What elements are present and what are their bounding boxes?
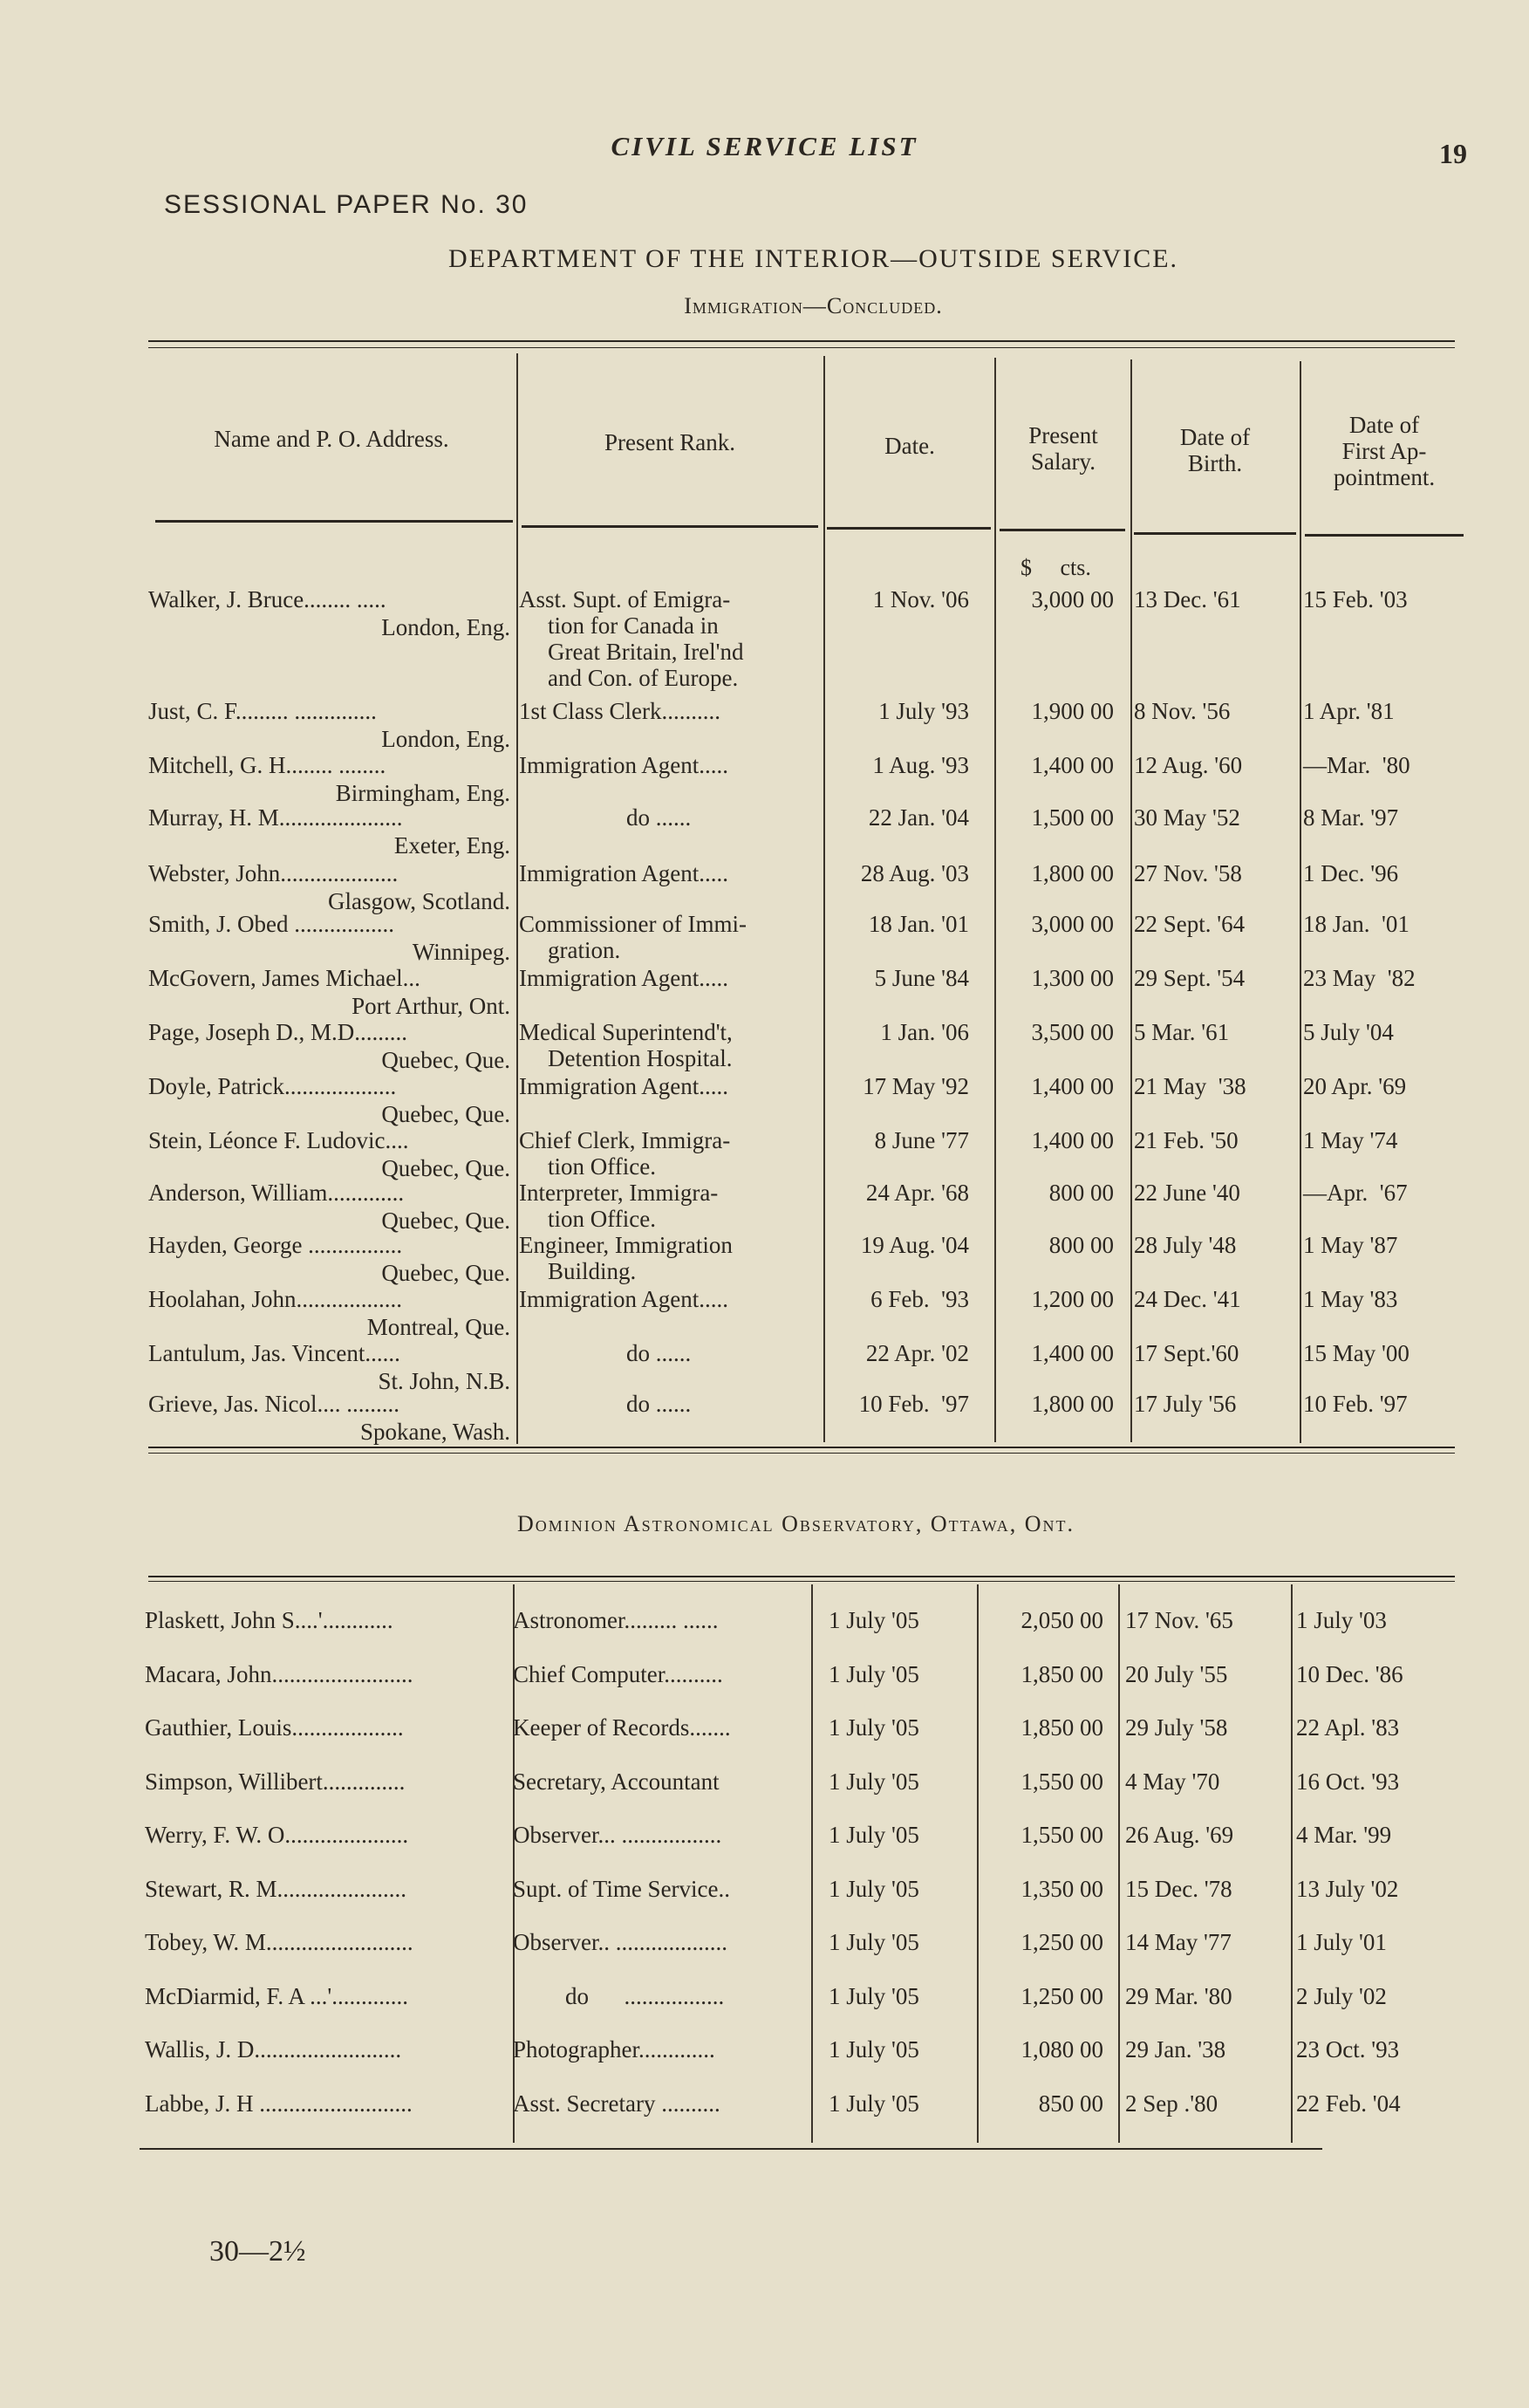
rank-date: 1 Nov. '06 [872,586,969,612]
employee-name: Simpson, Willibert.............. [145,1768,406,1795]
employee-address: Montreal, Que. [366,1314,510,1340]
observatory-top-rule-thin [148,1581,1455,1582]
present-rank: Great Britain, Irel'nd [548,639,744,665]
date-first-appointment: 15 Feb. '03 [1303,586,1408,612]
employee-address: Quebec, Que. [381,1207,510,1234]
date-first-appointment: 10 Dec. '86 [1296,1660,1403,1687]
date-first-appointment: 15 May '00 [1303,1340,1410,1366]
employee-name: Werry, F. W. O..................... [145,1822,409,1848]
rank-date: 1 July '05 [829,1822,919,1848]
date-of-birth: 22 Sept. '64 [1134,911,1246,937]
present-salary: 1,250 00 [1020,1982,1103,2009]
column-divider [1130,359,1132,1442]
table-row [0,1929,1529,1959]
rank-date: 1 July '05 [829,2090,919,2117]
present-rank: Immigration Agent..... [519,965,728,991]
date-first-appointment: —Apr. '67 [1303,1180,1408,1206]
rank-date: 10 Feb. '97 [858,1391,969,1417]
header-underline-birth [1134,532,1296,535]
first-header-line: First Ap- [1341,438,1427,464]
date-of-birth: 4 May '70 [1125,1768,1220,1795]
present-rank: gration. [548,937,621,963]
table-row [0,804,1529,859]
date-of-birth: 17 Sept.'60 [1134,1340,1239,1366]
rank-date: 1 July '05 [829,2036,919,2063]
present-salary: 1,550 00 [1020,1768,1103,1795]
date-of-birth: 29 July '58 [1125,1714,1228,1741]
present-salary: 1,080 00 [1020,2036,1103,2063]
column-divider [516,353,518,1444]
present-salary: 1,400 00 [1031,1127,1114,1153]
date-of-birth: 26 Aug. '69 [1125,1822,1234,1848]
table-row [0,1127,1529,1181]
date-first-appointment: 1 May '74 [1303,1127,1398,1153]
rank-date: 1 July '05 [829,1607,919,1633]
rank-date: 1 July '05 [829,1768,919,1795]
date-first-appointment: 1 May '87 [1303,1232,1398,1258]
sessional-paper: SESSIONAL PAPER No. 30 [164,190,529,219]
birth-header-line: Date of [1179,424,1251,450]
employee-name: Macara, John........................ [145,1660,413,1687]
present-salary: 1,900 00 [1031,698,1114,724]
employee-address: Quebec, Que. [381,1260,510,1286]
rank-date: 1 July '05 [829,1929,919,1955]
date-of-birth: 8 Nov. '56 [1134,698,1231,724]
employee-address: Port Arthur, Ont. [352,993,510,1019]
salary-header-line: Present [1028,422,1098,448]
present-rank: Medical Superintend't, [519,1019,733,1045]
section-observatory-title: Dominion Astronomical Observatory, Ottawa, Ont. [517,1511,1075,1536]
column-divider [994,358,996,1442]
rank-date: 1 Aug. '93 [872,752,969,778]
date-of-birth: 14 May '77 [1125,1929,1232,1955]
date-of-birth: 30 May '52 [1134,804,1240,831]
salary-header-line: Salary. [1031,448,1096,475]
present-salary: 1,400 00 [1031,1073,1114,1099]
table-row [0,2036,1529,2066]
present-salary: 1,350 00 [1020,1875,1103,1902]
rank-date: 1 July '05 [829,1982,919,2009]
present-salary: 3,500 00 [1031,1019,1114,1045]
observatory-top-rule [148,1576,1455,1577]
running-head: CIVIL SERVICE LIST [611,131,918,161]
employee-address: London, Eng. [381,614,510,640]
date-first-appointment: 13 July '02 [1296,1875,1399,1902]
column-divider [1300,361,1301,1443]
header-underline-first [1305,534,1464,537]
date-of-birth: 29 Mar. '80 [1125,1982,1232,2009]
date-first-appointment: —Mar. '80 [1303,752,1410,778]
present-salary: 1,850 00 [1020,1714,1103,1741]
table-row [0,1768,1529,1798]
column-divider [823,356,825,1442]
present-rank: tion Office. [548,1206,656,1232]
present-rank: Chief Computer.......... [513,1660,723,1687]
present-salary: 800 00 [1048,1232,1114,1258]
employee-name: McGovern, James Michael... [148,965,420,991]
header-underline-salary [1000,529,1125,531]
date-first-appointment: 2 July '02 [1296,1982,1387,2009]
page-number: 19 [1439,138,1467,169]
rank-date: 1 Jan. '06 [880,1019,969,1045]
present-salary: 1,500 00 [1031,804,1114,831]
employee-name: Wallis, J. D......................... [145,2036,402,2063]
present-rank: 1st Class Clerk.......... [519,698,721,724]
employee-address: Exeter, Eng. [393,832,510,859]
present-rank: do ...... [626,1391,692,1417]
rank-date: 22 Jan. '04 [868,804,969,831]
column-header-first-appointment [1303,412,1465,490]
first-header-line: pointment. [1333,464,1436,490]
present-rank: Asst. Secretary .......... [513,2090,720,2117]
present-salary: 1,250 00 [1020,1929,1103,1955]
present-rank: Observer... ................. [513,1822,722,1848]
rank-date: 28 Aug. '03 [860,860,969,886]
first-header-line: Date of [1348,412,1420,438]
table-row [0,1232,1529,1286]
present-rank: do ...... [626,1340,692,1366]
present-salary: 1,300 00 [1031,965,1114,991]
employee-name: Lantulum, Jas. Vincent...... [148,1340,400,1366]
employee-name: Doyle, Patrick................... [148,1073,397,1099]
rank-date: 22 Apr. '02 [865,1340,969,1366]
currency-label: $ cts. [1020,555,1091,580]
column-header-birth [1132,424,1298,476]
present-salary: 1,200 00 [1031,1286,1114,1312]
present-rank: Asst. Supt. of Emigra- [519,586,731,612]
date-first-appointment: 22 Feb. '04 [1296,2090,1401,2117]
date-first-appointment: 16 Oct. '93 [1296,1768,1400,1795]
table-row [0,1019,1529,1073]
table-row [0,1180,1529,1234]
date-first-appointment: 22 Apl. '83 [1296,1714,1400,1741]
table-row [0,1073,1529,1127]
table-row [0,752,1529,806]
date-first-appointment: 20 Apr. '69 [1303,1073,1407,1099]
present-salary: 800 00 [1048,1180,1114,1206]
table-row [0,1286,1529,1340]
present-rank: Astronomer......... ...... [513,1607,719,1633]
column-header-date: Date. [884,433,935,459]
header-underline-name [155,520,513,523]
date-of-birth: 17 July '56 [1134,1391,1237,1417]
employee-name: Murray, H. M..................... [148,804,403,831]
signature-mark: 30—2½ [209,2235,306,2268]
rank-date: 6 Feb. '93 [870,1286,969,1312]
employee-address: Birmingham, Eng. [335,780,510,806]
date-of-birth: 21 Feb. '50 [1134,1127,1239,1153]
rank-date: 8 June '77 [874,1127,969,1153]
date-of-birth: 28 July '48 [1134,1232,1237,1258]
table-row [0,1391,1529,1445]
present-rank: tion Office. [548,1153,656,1180]
employee-address: Glasgow, Scotland. [328,888,510,914]
rank-date: 24 Apr. '68 [865,1180,969,1206]
table-top-rule-thin [148,347,1455,348]
header-underline-date [827,527,991,530]
employee-address: Winnipeg. [412,939,510,965]
table-row [0,2090,1529,2120]
table-row [0,1661,1529,1691]
rank-date: 1 July '05 [829,1714,919,1741]
date-first-appointment: 1 May '83 [1303,1286,1398,1312]
birth-header-line: Birth. [1187,450,1243,476]
date-first-appointment: 4 Mar. '99 [1296,1822,1392,1848]
date-of-birth: 22 June '40 [1134,1180,1240,1206]
table-top-rule [148,340,1455,342]
rank-date: 19 Aug. '04 [860,1232,969,1258]
present-rank: Immigration Agent..... [519,1073,728,1099]
present-rank: Keeper of Records....... [513,1714,731,1741]
table-row [0,586,1529,691]
employee-name: McDiarmid, F. A ...'............. [145,1982,408,2009]
employee-name: Page, Joseph D., M.D......... [148,1019,407,1045]
present-rank: and Con. of Europe. [548,665,739,691]
present-salary: 850 00 [1038,2090,1103,2117]
table-row [0,1822,1529,1851]
date-first-appointment: 18 Jan. '01 [1303,911,1410,937]
date-first-appointment: 1 July '03 [1296,1607,1387,1633]
employee-name: Tobey, W. M......................... [145,1929,413,1955]
present-salary: 1,400 00 [1031,1340,1114,1366]
employee-name: Plaskett, John S....'............ [145,1607,393,1633]
date-of-birth: 17 Nov. '65 [1125,1607,1233,1633]
employee-address: Spokane, Wash. [359,1419,510,1445]
present-rank: Detention Hospital. [548,1045,733,1071]
table-row [0,1876,1529,1905]
rank-date: 5 June '84 [874,965,969,991]
present-salary: 2,050 00 [1020,1607,1103,1633]
table-row [0,965,1529,1019]
rank-date: 1 July '05 [829,1660,919,1687]
present-salary: 1,400 00 [1031,752,1114,778]
observatory-bottom-rule [140,2148,1322,2150]
present-rank: Immigration Agent..... [519,752,728,778]
rank-date: 18 Jan. '01 [868,911,969,937]
present-rank: Immigration Agent..... [519,1286,728,1312]
employee-address: Quebec, Que. [381,1155,510,1181]
date-first-appointment: 1 Apr. '81 [1303,698,1395,724]
table-row [0,860,1529,914]
employee-name: Hayden, George ................ [148,1232,403,1258]
employee-name: Anderson, William............. [148,1180,405,1206]
employee-name: Smith, J. Obed ................. [148,911,395,937]
column-header-salary [998,422,1129,475]
employee-address: St. John, N.B. [378,1368,510,1394]
employee-address: Quebec, Que. [381,1047,510,1073]
present-rank: Interpreter, Immigra- [519,1180,719,1206]
employee-name: Stewart, R. M...................... [145,1875,406,1902]
present-rank: Engineer, Immigration [519,1232,733,1258]
employee-name: Hoolahan, John.................. [148,1286,402,1312]
present-rank: Photographer............. [513,2036,715,2063]
present-rank: Commissioner of Immi- [519,911,747,937]
date-of-birth: 27 Nov. '58 [1134,860,1242,886]
table-row [0,1607,1529,1637]
employee-name: Gauthier, Louis................... [145,1714,404,1741]
date-of-birth: 5 Mar. '61 [1134,1019,1230,1045]
present-rank: do ...... [626,804,692,831]
employee-address: London, Eng. [381,726,510,752]
rank-date: 17 May '92 [863,1073,969,1099]
employee-name: Grieve, Jas. Nicol.... ......... [148,1391,399,1417]
table-row [0,911,1529,965]
date-first-appointment: 10 Feb. '97 [1303,1391,1408,1417]
employee-name: Just, C. F......... .............. [148,698,377,724]
table-row [0,698,1529,752]
present-salary: 3,000 00 [1031,586,1114,612]
section-immigration-title: Immigration—Concluded. [684,293,943,318]
date-of-birth: 15 Dec. '78 [1125,1875,1232,1902]
present-rank: Immigration Agent..... [519,860,728,886]
employee-name: Walker, J. Bruce........ ..... [148,586,386,612]
present-rank: Chief Clerk, Immigra- [519,1127,731,1153]
date-of-birth: 29 Sept. '54 [1134,965,1246,991]
date-of-birth: 29 Jan. '38 [1125,2036,1226,2063]
present-rank: tion for Canada in [548,612,719,639]
present-salary: 1,550 00 [1020,1822,1103,1848]
date-first-appointment: 23 May '82 [1303,965,1416,991]
date-first-appointment: 5 July '04 [1303,1019,1394,1045]
date-first-appointment: 23 Oct. '93 [1296,2036,1400,2063]
present-rank: Observer.. ................... [513,1929,727,1955]
table-row [0,1714,1529,1744]
table-bottom-rule-thin [148,1453,1455,1454]
date-first-appointment: 8 Mar. '97 [1303,804,1399,831]
date-of-birth: 24 Dec. '41 [1134,1286,1241,1312]
employee-name: Mitchell, G. H........ ........ [148,752,386,778]
rank-date: 1 July '05 [829,1875,919,1902]
date-first-appointment: 1 Dec. '96 [1303,860,1399,886]
column-header-name: Name and P. O. Address. [214,426,449,452]
present-rank: do ................. [565,1982,725,2009]
date-first-appointment: 1 July '01 [1296,1929,1387,1955]
date-of-birth: 21 May '38 [1134,1073,1246,1099]
date-of-birth: 12 Aug. '60 [1134,752,1243,778]
table-row [0,1340,1529,1394]
header-underline-rank [522,525,818,528]
employee-name: Labbe, J. H .......................... [145,2090,413,2117]
present-salary: 1,800 00 [1031,860,1114,886]
employee-address: Quebec, Que. [381,1101,510,1127]
date-of-birth: 20 July '55 [1125,1660,1228,1687]
employee-name: Webster, John.................... [148,860,399,886]
rank-date: 1 July '93 [878,698,969,724]
department-title: DEPARTMENT OF THE INTERIOR—OUTSIDE SERVICE. [447,244,1179,273]
present-rank: Secretary, Accountant [513,1768,720,1795]
table-bottom-rule [148,1447,1455,1448]
column-header-rank: Present Rank. [604,429,735,455]
date-of-birth: 2 Sep .'80 [1125,2090,1218,2117]
present-salary: 3,000 00 [1031,911,1114,937]
present-salary: 1,850 00 [1020,1660,1103,1687]
employee-name: Stein, Léonce F. Ludovic.... [148,1127,409,1153]
present-rank: Building. [548,1258,637,1284]
table-row [0,1983,1529,2013]
date-of-birth: 13 Dec. '61 [1134,586,1241,612]
present-rank: Supt. of Time Service.. [513,1875,731,1902]
present-salary: 1,800 00 [1031,1391,1114,1417]
